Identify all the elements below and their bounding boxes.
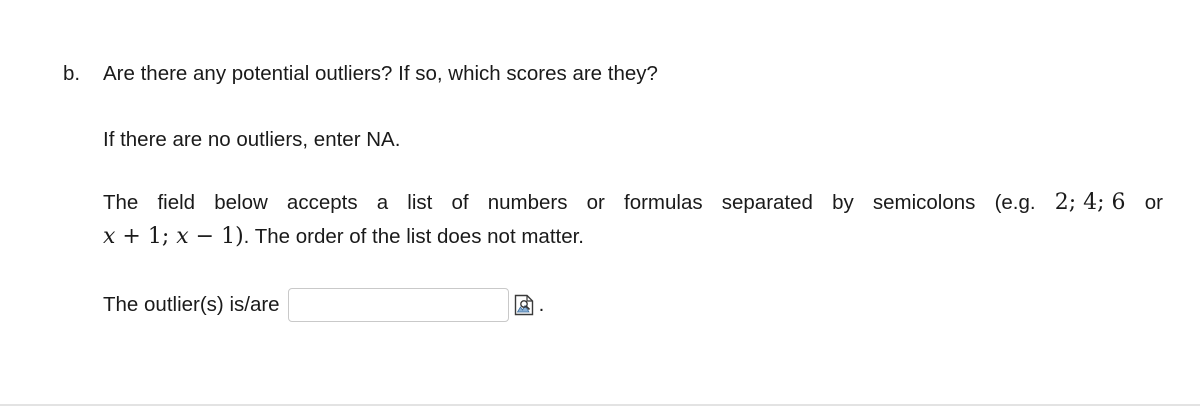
preview-document-icon-graphic	[514, 294, 534, 316]
answer-row	[103, 285, 544, 325]
instruction-word: or	[586, 191, 605, 214]
instruction-word: a	[376, 191, 389, 214]
instruction-word: by	[832, 191, 854, 214]
instruction-word: separated	[721, 191, 813, 214]
instruction-word: formulas	[624, 191, 703, 214]
instruction-word: numbers	[487, 191, 568, 214]
sentence-period: .	[538, 293, 545, 316]
math-expression: − 1)	[188, 224, 244, 249]
no-outliers-hint: If there are no outliers, enter NA.	[103, 128, 401, 151]
example-formula-math	[103, 224, 244, 249]
math-variable: x	[176, 224, 189, 249]
instruction-word: list	[407, 191, 433, 214]
input-instructions	[103, 186, 1163, 254]
instruction-sentence: . The order of the list does not matter.	[243, 225, 585, 248]
outliers-answer-input[interactable]	[288, 288, 509, 322]
example-list-math: 2; 4; 6	[1054, 190, 1126, 215]
instruction-word: The	[103, 191, 139, 214]
answer-label: The outlier(s) is/are	[103, 293, 280, 316]
instruction-word: (e.g.	[994, 191, 1036, 214]
instructions-line-2	[103, 220, 1163, 254]
math-expression: + 1;	[115, 224, 177, 249]
bottom-divider	[0, 404, 1200, 406]
instruction-word: accepts	[286, 191, 358, 214]
math-variable: x	[103, 224, 116, 249]
question-text: Are there any potential outliers? If so, which scores are they?	[103, 62, 658, 85]
question-label: b.	[63, 62, 81, 85]
instruction-word: below	[214, 191, 268, 214]
preview-document-icon[interactable]	[513, 293, 535, 317]
instruction-word: or	[1144, 191, 1163, 214]
instruction-word: semicolons	[872, 191, 976, 214]
instruction-word: field	[157, 191, 196, 214]
instruction-word: of	[451, 191, 469, 214]
instructions-line-1	[103, 186, 1163, 220]
